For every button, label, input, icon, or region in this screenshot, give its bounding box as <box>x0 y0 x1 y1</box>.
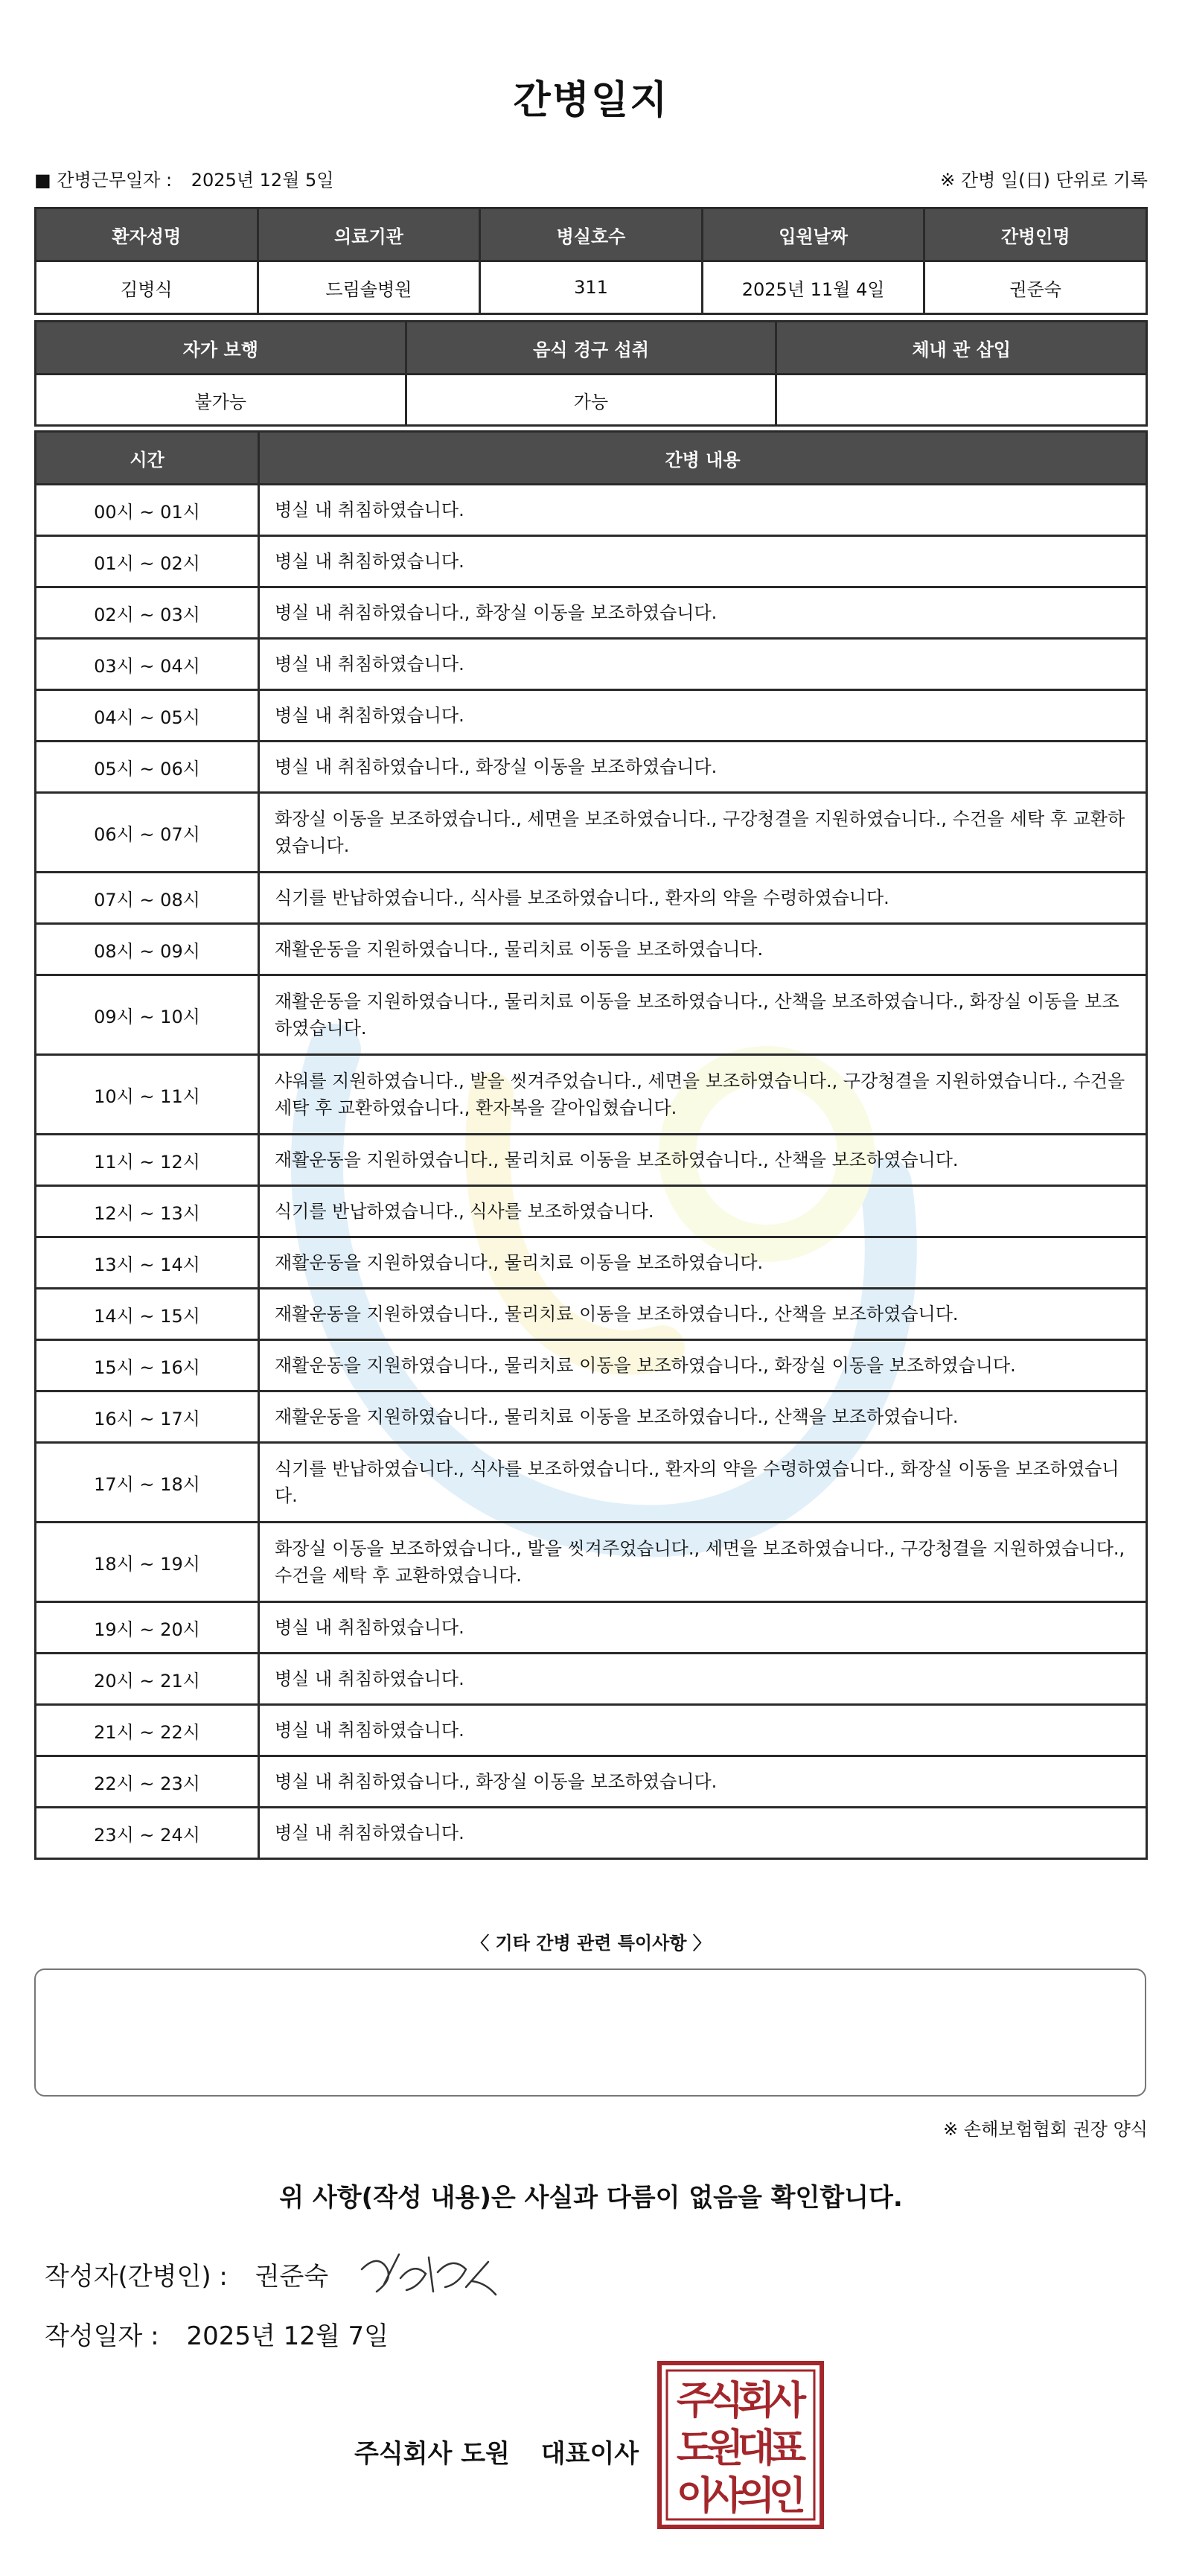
log-time: 14시 ~ 15시 <box>36 1289 259 1340</box>
log-content: 병실 내 취침하였습니다. <box>259 536 1147 587</box>
log-row <box>36 1340 1147 1391</box>
log-content: 화장실 이동을 보조하였습니다., 발을 씻겨주었습니다., 세면을 보조하였습니다., 구강청결을 지원하였습니다., 수건을 세탁 후 교환하였습니다. <box>259 1523 1147 1602</box>
header-time: 시간 <box>36 432 259 485</box>
svg-text:도: 도 <box>676 2426 715 2471</box>
svg-text:이: 이 <box>676 2474 715 2519</box>
other-notes-box <box>34 1968 1146 2097</box>
svg-text:대: 대 <box>737 2426 776 2471</box>
header-hospital: 의료기관 <box>258 208 480 261</box>
svg-text:사: 사 <box>706 2474 744 2519</box>
log-row <box>36 1443 1147 1523</box>
log-content: 병실 내 취침하였습니다. <box>259 1654 1147 1705</box>
header-patient-name: 환자성명 <box>36 208 258 261</box>
log-row <box>36 485 1147 536</box>
log-content: 병실 내 취침하였습니다. <box>259 690 1147 742</box>
log-time: 09시 ~ 10시 <box>36 975 259 1055</box>
log-content: 화장실 이동을 보조하였습니다., 세면을 보조하였습니다., 구강청결을 지원하였습니다., 수건을 세탁 후 교환하였습니다. <box>259 793 1147 873</box>
header-room: 병실호수 <box>480 208 703 261</box>
tube-insertion-value <box>776 374 1147 426</box>
svg-text:식: 식 <box>706 2379 744 2423</box>
log-content: 재활운동을 지원하였습니다., 물리치료 이동을 보조하였습니다., 산책을 보조하였습니다., 화장실 이동을 보조하였습니다. <box>259 975 1147 1055</box>
log-content: 재활운동을 지원하였습니다., 물리치료 이동을 보조하였습니다. <box>259 924 1147 975</box>
care-log-table <box>34 430 1148 1860</box>
svg-text:주: 주 <box>676 2379 715 2423</box>
hospital-name: 드림솔병원 <box>258 261 480 314</box>
log-content: 병실 내 취침하였습니다., 화장실 이동을 보조하였습니다. <box>259 587 1147 639</box>
log-content: 병실 내 취침하였습니다. <box>259 485 1147 536</box>
log-content: 재활운동을 지원하였습니다., 물리치료 이동을 보조하였습니다., 산책을 보조하였습니다. <box>259 1391 1147 1443</box>
log-time: 01시 ~ 02시 <box>36 536 259 587</box>
log-row <box>36 873 1147 924</box>
log-row <box>36 975 1147 1055</box>
status-value-row <box>36 374 1147 426</box>
room-number: 311 <box>480 261 703 314</box>
care-log-header-row <box>36 432 1147 485</box>
log-row <box>36 1289 1147 1340</box>
log-content: 식기를 반납하였습니다., 식사를 보조하였습니다., 환자의 약을 수령하였습니다., 화장실 이동을 보조하였습니다. <box>259 1443 1147 1523</box>
oral-intake-value: 가능 <box>406 374 776 426</box>
header-tube-insertion: 체내 관 삽입 <box>776 322 1147 374</box>
log-row <box>36 1808 1147 1859</box>
writer-line <box>45 2256 328 2292</box>
log-row <box>36 1602 1147 1654</box>
log-time: 06시 ~ 07시 <box>36 793 259 873</box>
meta-row <box>34 165 1148 195</box>
work-date-label: ■ 간병근무일자 : <box>34 170 173 191</box>
representative-title: 대표이사 <box>540 2439 639 2469</box>
log-content: 병실 내 취침하였습니다. <box>259 1602 1147 1654</box>
log-content: 병실 내 취침하였습니다., 화장실 이동을 보조하였습니다. <box>259 1756 1147 1808</box>
patient-info-value-row <box>36 261 1147 314</box>
patient-info-header-row <box>36 208 1147 261</box>
log-content: 병실 내 취침하였습니다. <box>259 1808 1147 1859</box>
log-time: 04시 ~ 05시 <box>36 690 259 742</box>
log-time: 05시 ~ 06시 <box>36 742 259 793</box>
header-self-walking: 자가 보행 <box>36 322 406 374</box>
log-row <box>36 690 1147 742</box>
work-date-value: 2025년 12월 5일 <box>191 170 334 191</box>
log-time: 07시 ~ 08시 <box>36 873 259 924</box>
log-time: 00시 ~ 01시 <box>36 485 259 536</box>
log-row <box>36 742 1147 793</box>
patient-info-table <box>34 207 1148 315</box>
self-walking-value: 불가능 <box>36 374 406 426</box>
log-time: 03시 ~ 04시 <box>36 639 259 690</box>
log-time: 17시 ~ 18시 <box>36 1443 259 1523</box>
svg-text:회: 회 <box>737 2379 776 2423</box>
status-header-row <box>36 322 1147 374</box>
writer-label: 작성자(간병인) : <box>45 2262 228 2292</box>
svg-text:원: 원 <box>706 2426 744 2471</box>
admission-date: 2025년 11월 4일 <box>702 261 924 314</box>
unit-note: ※ 간병 일(日) 단위로 기록 <box>940 170 1148 191</box>
log-content: 샤워를 지원하였습니다., 발을 씻겨주었습니다., 세면을 보조하였습니다., 구강청결을 지원하였습니다., 수건을 세탁 후 교환하였습니다., 환자복을 갈아입혔습니다. <box>259 1055 1147 1135</box>
log-time: 16시 ~ 17시 <box>36 1391 259 1443</box>
log-time: 13시 ~ 14시 <box>36 1237 259 1289</box>
log-row <box>36 1523 1147 1602</box>
log-time: 15시 ~ 16시 <box>36 1340 259 1391</box>
written-date-line <box>45 2315 389 2352</box>
log-row <box>36 1705 1147 1756</box>
log-content: 병실 내 취침하였습니다. <box>259 1705 1147 1756</box>
header-oral-intake: 음식 경구 섭취 <box>406 322 776 374</box>
log-content: 재활운동을 지원하였습니다., 물리치료 이동을 보조하였습니다., 산책을 보조하였습니다. <box>259 1135 1147 1186</box>
log-content: 식기를 반납하였습니다., 식사를 보조하였습니다. <box>259 1186 1147 1237</box>
log-time: 12시 ~ 13시 <box>36 1186 259 1237</box>
log-row <box>36 587 1147 639</box>
header-admission-date: 입원날짜 <box>702 208 924 261</box>
company-seal-stamp <box>657 2360 825 2530</box>
log-time: 19시 ~ 20시 <box>36 1602 259 1654</box>
header-care-content: 간병 내용 <box>259 432 1147 485</box>
log-content: 식기를 반납하였습니다., 식사를 보조하였습니다., 환자의 약을 수령하였습니다. <box>259 873 1147 924</box>
handwritten-signature <box>354 2239 503 2306</box>
log-content: 재활운동을 지원하였습니다., 물리치료 이동을 보조하였습니다., 화장실 이동을 보조하였습니다. <box>259 1340 1147 1391</box>
company-line <box>354 2433 639 2470</box>
log-row <box>36 1055 1147 1135</box>
header-caregiver: 간병인명 <box>924 208 1147 261</box>
svg-text:사: 사 <box>768 2379 807 2423</box>
log-row <box>36 793 1147 873</box>
patient-status-table <box>34 320 1148 427</box>
caregiver-name: 권준숙 <box>924 261 1147 314</box>
other-notes-title: 〈 기타 간병 관련 특이사항 〉 <box>471 1933 711 1954</box>
log-time: 22시 ~ 23시 <box>36 1756 259 1808</box>
log-content: 재활운동을 지원하였습니다., 물리치료 이동을 보조하였습니다. <box>259 1237 1147 1289</box>
log-row <box>36 1391 1147 1443</box>
svg-text:의: 의 <box>737 2474 776 2519</box>
log-row <box>36 1186 1147 1237</box>
log-time: 18시 ~ 19시 <box>36 1523 259 1602</box>
svg-text:표: 표 <box>768 2426 807 2471</box>
log-row <box>36 1756 1147 1808</box>
log-time: 02시 ~ 03시 <box>36 587 259 639</box>
log-content: 병실 내 취침하였습니다., 화장실 이동을 보조하였습니다. <box>259 742 1147 793</box>
work-date <box>34 165 333 191</box>
log-time: 20시 ~ 21시 <box>36 1654 259 1705</box>
log-time: 11시 ~ 12시 <box>36 1135 259 1186</box>
recommend-note: ※ 손해보험협회 권장 양식 <box>943 2119 1148 2140</box>
log-time: 21시 ~ 22시 <box>36 1705 259 1756</box>
log-row <box>36 639 1147 690</box>
log-row <box>36 536 1147 587</box>
svg-text:인: 인 <box>768 2474 807 2519</box>
log-row <box>36 1654 1147 1705</box>
log-content: 재활운동을 지원하였습니다., 물리치료 이동을 보조하였습니다., 산책을 보조하였습니다. <box>259 1289 1147 1340</box>
confirm-statement: 위 사항(작성 내용)은 사실과 다름이 없음을 확인합니다. <box>279 2183 903 2213</box>
log-row <box>36 1135 1147 1186</box>
log-time: 23시 ~ 24시 <box>36 1808 259 1859</box>
page-title: 간병일지 <box>513 78 669 123</box>
writer-name: 권준숙 <box>255 2262 329 2292</box>
log-row <box>36 924 1147 975</box>
log-time: 08시 ~ 09시 <box>36 924 259 975</box>
written-date-label: 작성일자 : <box>45 2321 159 2351</box>
company-name: 주식회사 도원 <box>354 2439 510 2469</box>
log-time: 10시 ~ 11시 <box>36 1055 259 1135</box>
written-date-value: 2025년 12월 7일 <box>186 2321 389 2351</box>
log-content: 병실 내 취침하였습니다. <box>259 639 1147 690</box>
patient-name: 김병식 <box>36 261 258 314</box>
log-row <box>36 1237 1147 1289</box>
